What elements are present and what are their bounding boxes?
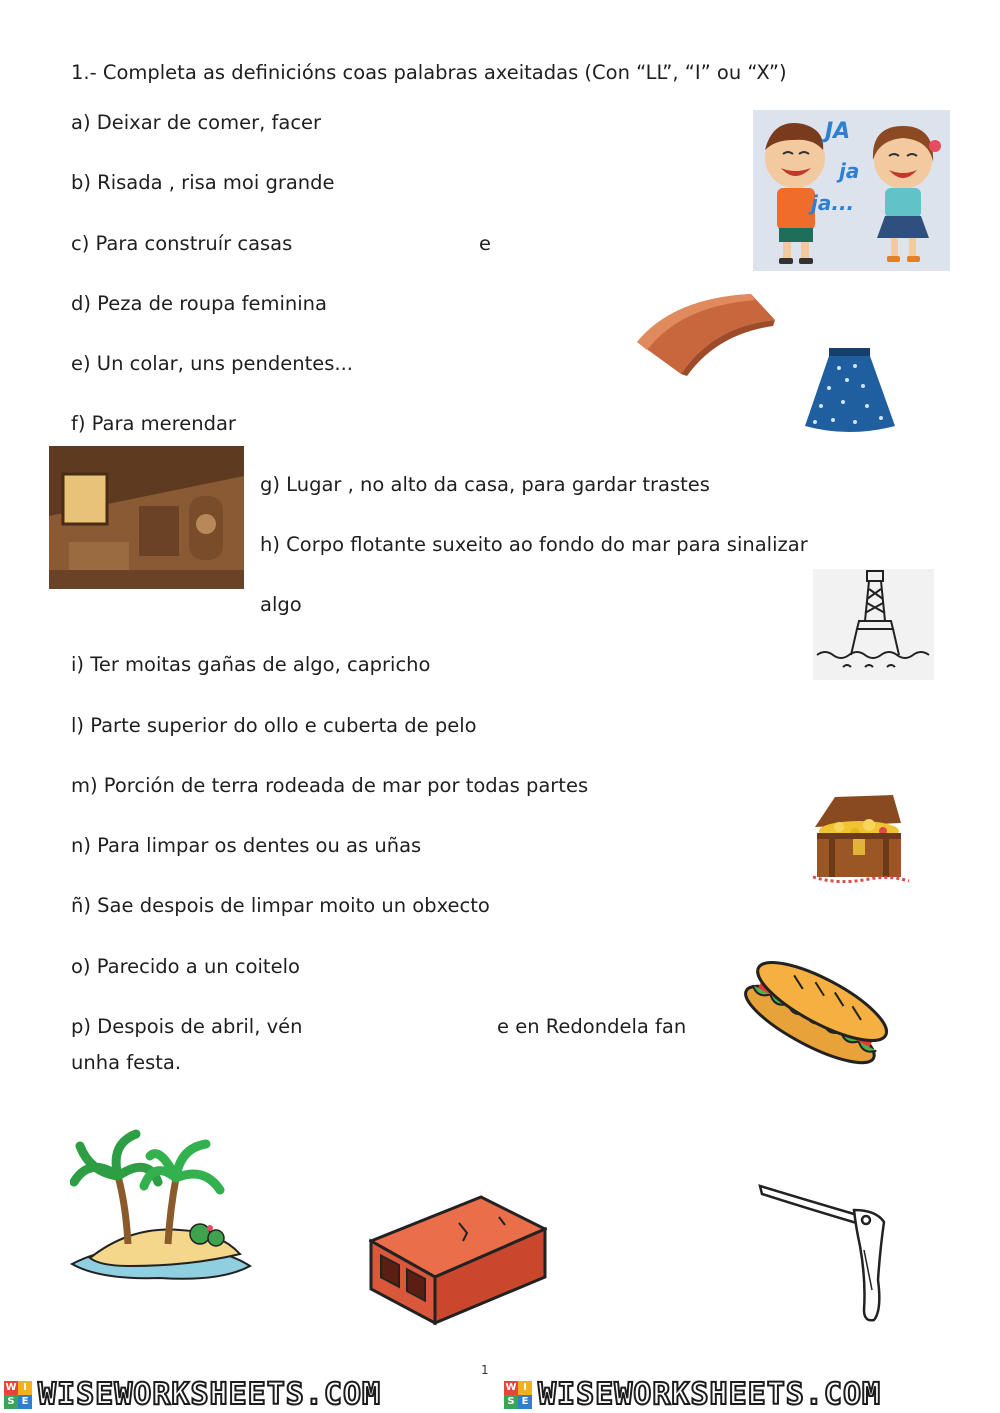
definition-c-connector: e xyxy=(479,232,491,255)
definition-p-cont: e en Redondela fan xyxy=(497,1015,687,1038)
attic-image xyxy=(49,446,244,589)
logo-letter-s: S xyxy=(504,1395,518,1409)
definition-c: c) Para construír casas xyxy=(71,232,293,255)
skirt-image xyxy=(803,346,896,435)
definition-nn: ñ) Sae despois de limpar moito un obxecto xyxy=(71,894,490,917)
logo-letter-e: E xyxy=(18,1395,32,1409)
logo-letter-i: I xyxy=(518,1381,532,1395)
buoy-image xyxy=(813,569,934,680)
definition-h-cont: algo xyxy=(260,593,302,616)
brand-text: WISEWORKSHEETS.COM xyxy=(538,1377,882,1412)
definition-f: f) Para merendar xyxy=(71,412,236,435)
logo-letter-s: S xyxy=(4,1395,18,1409)
page-number: 1 xyxy=(481,1363,489,1377)
definition-p-end: unha festa. xyxy=(71,1051,182,1074)
definition-b: b) Risada , risa moi grande xyxy=(71,171,335,194)
laugh-text-1: JA xyxy=(825,119,851,144)
roof-tile-image xyxy=(633,290,779,376)
definition-d: d) Peza de roupa feminina xyxy=(71,292,327,315)
definition-p: p) Despois de abril, vén xyxy=(71,1015,303,1038)
laugh-text-3: ja... xyxy=(811,191,855,215)
logo-letter-i: I xyxy=(18,1381,32,1395)
sandwich-image xyxy=(739,956,894,1070)
footer-brand-bar xyxy=(0,1376,1000,1413)
definition-i: i) Ter moitas gañas de algo, capricho xyxy=(71,653,431,676)
logo-letter-w: W xyxy=(5,1382,17,1393)
footer-brand-left xyxy=(0,1377,500,1412)
definition-a: a) Deixar de comer, facer xyxy=(71,111,322,134)
definition-h: h) Corpo flotante suxeito ao fondo do mar para sinalizar xyxy=(260,533,808,556)
laughing-kids-image xyxy=(753,110,950,271)
footer-brand-right xyxy=(500,1377,1000,1412)
definition-o: o) Parecido a un coitelo xyxy=(71,955,300,978)
island-image xyxy=(70,1126,253,1282)
brand-text: WISEWORKSHEETS.COM xyxy=(38,1377,382,1412)
pocket-knife-image xyxy=(756,1180,890,1325)
logo-letter-w: W xyxy=(505,1382,517,1393)
definition-n: n) Para limpar os dentes ou as uñas xyxy=(71,834,422,857)
brand-logo-icon xyxy=(4,1381,32,1409)
definition-m: m) Porción de terra rodeada de mar por todas partes xyxy=(71,774,589,797)
brand-logo-icon xyxy=(504,1381,532,1409)
definition-l: l) Parte superior do ollo e cuberta de pelo xyxy=(71,714,477,737)
logo-letter-e: E xyxy=(518,1395,532,1409)
laugh-text-2: ja xyxy=(839,159,860,183)
definition-e: e) Un colar, uns pendentes... xyxy=(71,352,354,375)
brick-image xyxy=(369,1193,547,1326)
definition-g: g) Lugar , no alto da casa, para gardar trastes xyxy=(260,473,710,496)
treasure-chest-image xyxy=(809,787,912,889)
exercise-heading: 1.- Completa as definicións coas palabras axeitadas (Con “LL”, “I” ou “X”) xyxy=(71,61,787,84)
